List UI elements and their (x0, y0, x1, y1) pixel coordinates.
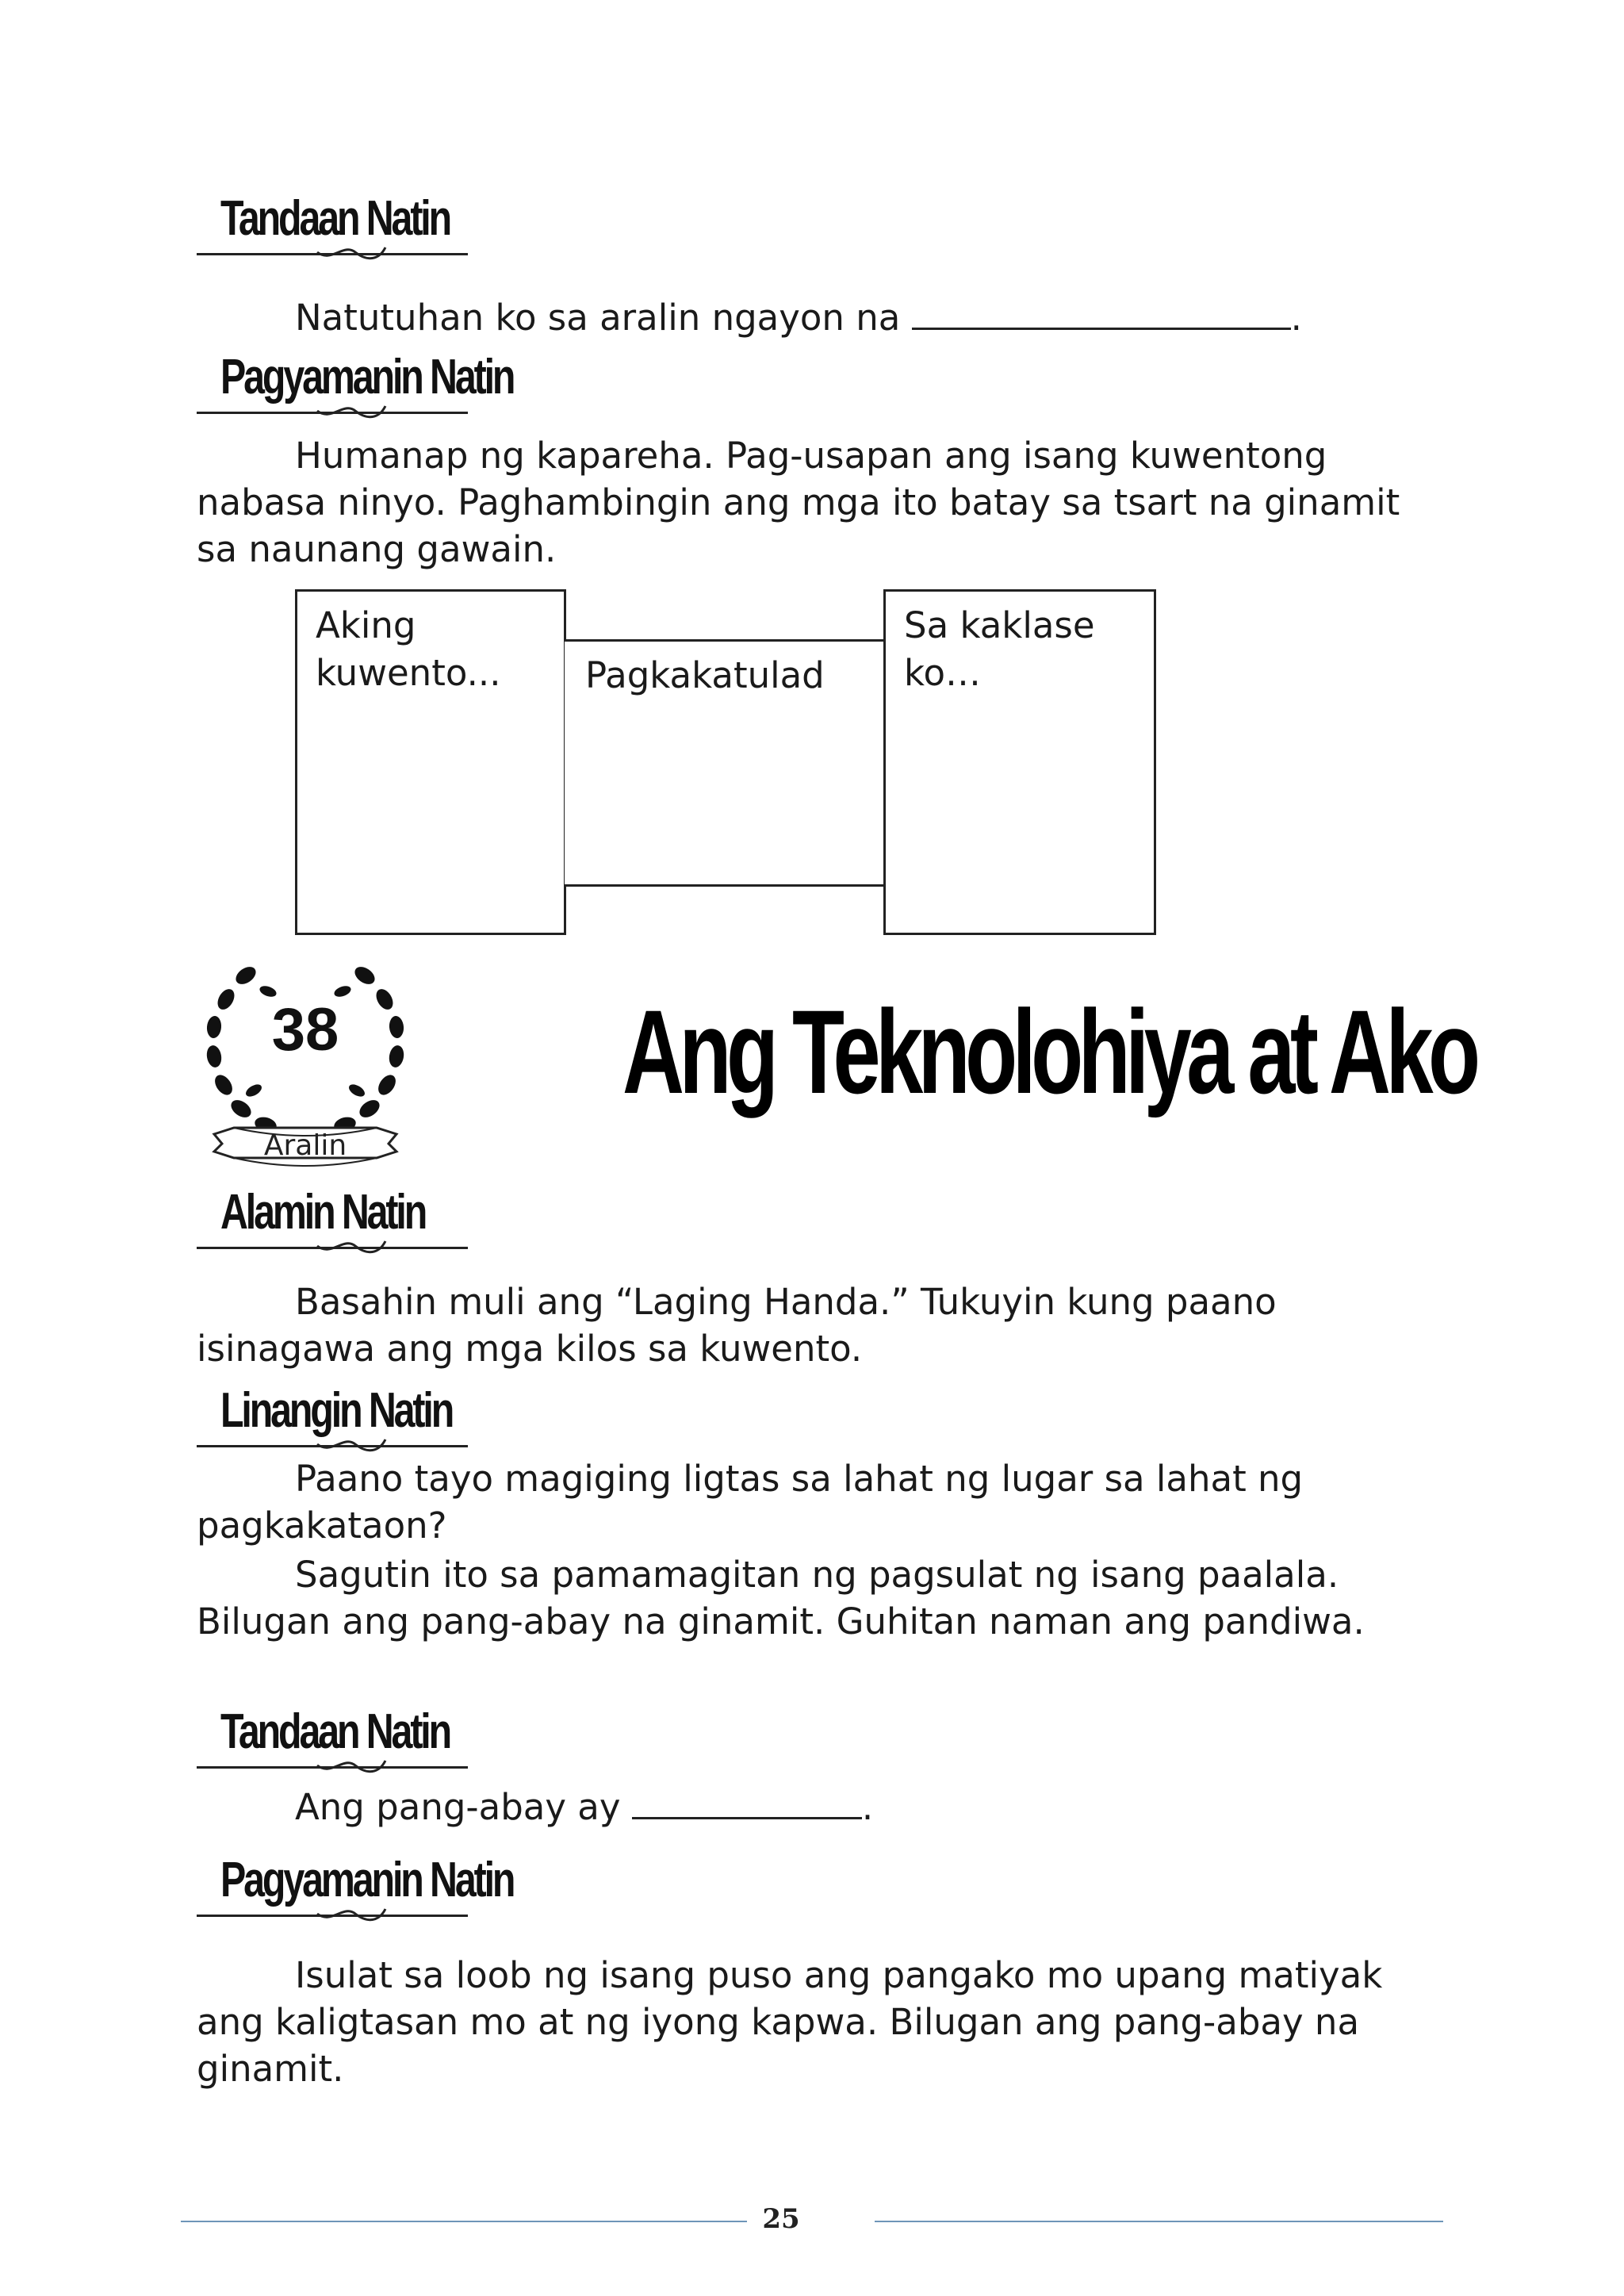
swirl-ornament-icon (316, 401, 387, 422)
heading-text: Linangin Natin (220, 1383, 453, 1438)
swirl-ornament-icon (316, 1435, 387, 1455)
heading-pagyamanin-natin (197, 1852, 514, 1923)
swirl-ornament-icon (316, 1904, 387, 1925)
answer-blank[interactable] (632, 1787, 862, 1819)
footer-rule-left (181, 2221, 747, 2222)
heading-text: Pagyamanin Natin (220, 1853, 514, 1907)
heading-linangin-natin (197, 1382, 468, 1454)
swirl-ornament-icon (316, 1756, 387, 1777)
heading-text: Tandaan Natin (220, 191, 450, 246)
chart-label-left: Aking kuwento... (316, 604, 501, 694)
swirl-ornament-icon (316, 243, 387, 263)
heading-pagyamanin-natin (197, 349, 514, 420)
answer-blank[interactable] (912, 297, 1291, 330)
lesson-title: Ang Teknolohiya at Ako (622, 985, 1476, 1118)
alamin-text: Basahin muli ang “Laging Handa.” Tukuyin kung paano isinagawa ang mga kilos sa kuwento. (197, 1281, 1288, 1370)
pagyamanin-text: Humanap ng kapareha. Pag-usapan ang isang kuwentong nabasa ninyo. Paghambingin ang mga ito batay sa tsart na ginamit sa naunang gawain. (197, 435, 1411, 570)
linangin-text-1: Paano tayo magiging ligtas sa lahat ng lugar sa lahat ng pagkakataon? (197, 1458, 1315, 1547)
heading-tandaan-natin (197, 190, 468, 262)
lesson-number: 38 (271, 996, 339, 1064)
pagyamanin-text: Isulat sa loob ng isang puso ang pangako mo upang matiyak ang kaligtasan mo at ng iyong kapwa. Bilugan ang pang-abay na ginamit. (197, 1954, 1394, 2090)
footer-rule-right (875, 2221, 1443, 2222)
linangin-text-2: Sagutin ito sa pamamagitan ng pagsulat ng isang paalala. Bilugan ang pang-abay na ginamit. Guhitan naman ang pandiwa. (197, 1554, 1365, 1642)
page-number: 25 (762, 2203, 800, 2235)
chart-label-right: Sa kaklase ko… (904, 604, 1106, 694)
heading-text: Alamin Natin (220, 1185, 426, 1240)
swirl-ornament-icon (316, 1236, 387, 1257)
chart-label-middle: Pagkakatulad (585, 654, 825, 696)
heading-text: Tandaan Natin (220, 1704, 450, 1759)
tandaan-text: Natutuhan ko sa aralin ngayon na . (295, 297, 1302, 339)
lesson-label: Aralin (263, 1129, 347, 1162)
heading-text: Pagyamanin Natin (220, 350, 514, 404)
tandaan-text: Ang pang-abay ay . (295, 1786, 874, 1828)
heading-tandaan-natin (197, 1704, 468, 1775)
heading-alamin-natin (197, 1184, 468, 1255)
